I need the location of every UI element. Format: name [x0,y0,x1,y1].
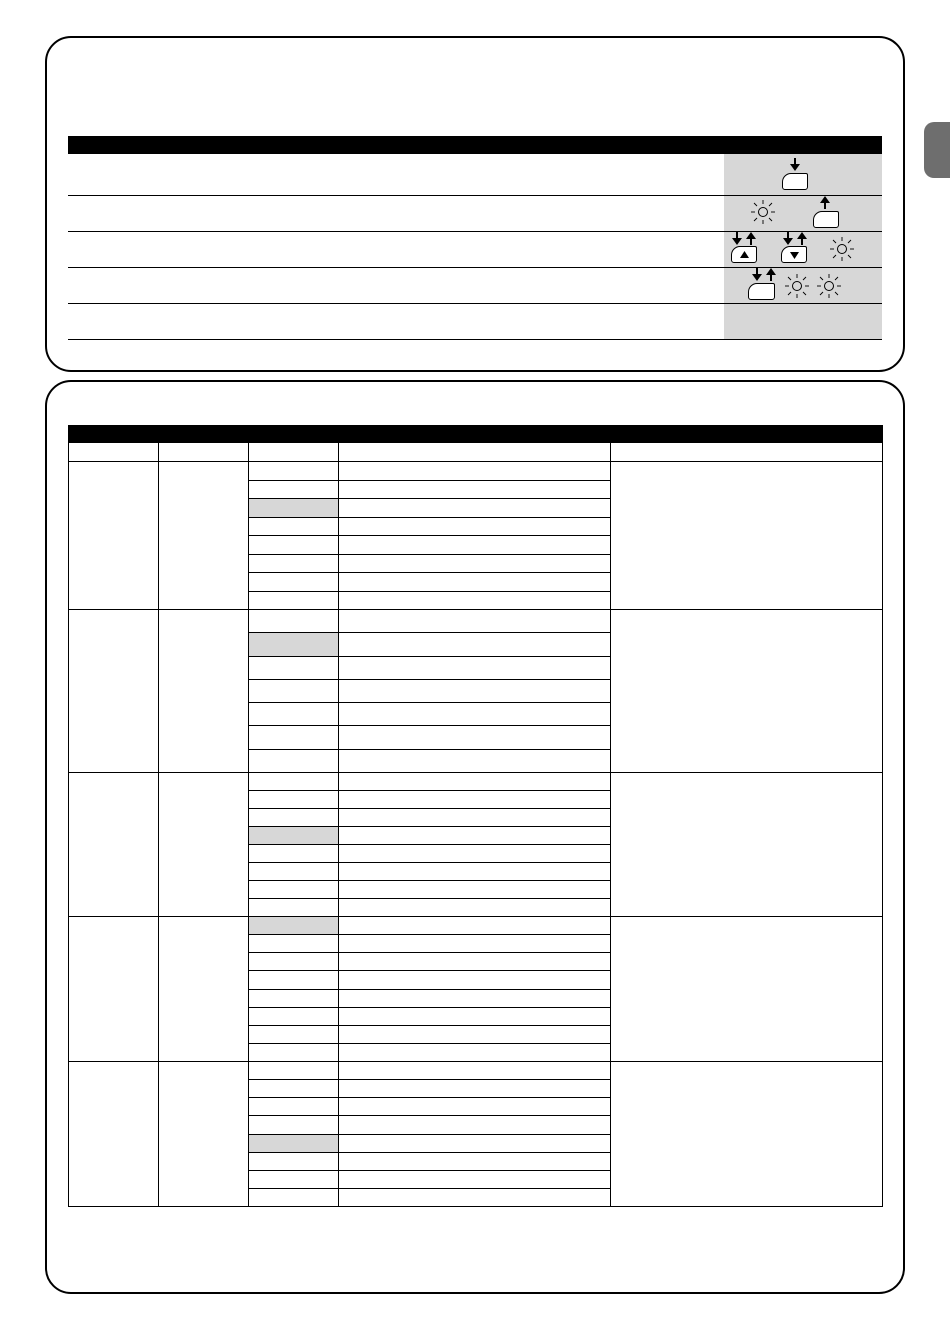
led-blinking-icon [750,199,776,225]
table-row [248,1115,610,1116]
led-blinking-icon [829,236,855,262]
table-column-rule [882,442,883,1206]
group-divider [68,1061,883,1062]
table-row [248,517,610,518]
table-row [248,989,610,990]
table-row [248,679,610,680]
shaded-value-cell [249,1135,338,1152]
table-row [248,898,610,899]
table-row [248,934,610,935]
table-row [248,572,610,573]
arrow-down-up-icon [782,232,808,245]
step-divider [68,231,882,232]
parameters-table [68,425,883,1207]
table-row [248,1079,610,1080]
arrow-up-icon [820,196,830,209]
table-row [248,790,610,791]
table-row [248,1152,610,1153]
table-row [248,1170,610,1171]
table-rule [68,461,883,462]
table-row [248,1007,610,1008]
table-row [248,1043,610,1044]
table-row [248,1025,610,1026]
arrow-down-icon [790,158,800,171]
shaded-value-cell [249,827,338,844]
table-row [248,1134,610,1135]
button-up-icon [731,246,757,263]
table-row [248,808,610,809]
table-row [248,702,610,703]
group-divider [68,609,883,610]
shaded-value-cell [249,633,338,655]
button-icon [813,211,839,228]
chapter-tab [924,122,950,178]
led-blinking-icon [784,273,810,299]
table-row [248,862,610,863]
table-column-rule [610,442,611,1206]
table-row [248,498,610,499]
table-row [248,656,610,657]
group-divider [68,916,883,917]
button-icon [782,173,808,190]
step-divider [68,303,882,304]
table-row [248,725,610,726]
shaded-value-cell [249,499,338,517]
table-row [248,880,610,881]
table-column-rule [158,442,159,1206]
arrow-down-up-icon [731,232,757,245]
table-row [248,970,610,971]
table-row [248,826,610,827]
parameters-header-bar [68,425,883,442]
button-icon [748,283,775,300]
led-blinking-icon [816,273,842,299]
table-row [248,749,610,750]
triangle-down-icon [790,252,799,259]
group-divider [68,772,883,773]
group-divider [68,1206,883,1207]
table-row [248,554,610,555]
shaded-value-cell [249,917,338,934]
table-column-rule [68,442,69,1206]
table-row [248,591,610,592]
procedure-header-bar [68,136,882,154]
table-row [248,535,610,536]
table-row [248,952,610,953]
button-down-icon [781,246,807,263]
table-column-rule [248,442,249,1206]
triangle-up-icon [740,251,749,258]
step-divider [68,195,882,196]
step-divider [68,339,882,340]
table-rule [68,442,883,443]
arrow-down-up-icon [751,268,777,281]
table-row [248,844,610,845]
table-column-rule [338,442,339,1206]
table-row [248,1097,610,1098]
table-row [248,632,610,633]
table-row [248,480,610,481]
table-row [248,1188,610,1189]
